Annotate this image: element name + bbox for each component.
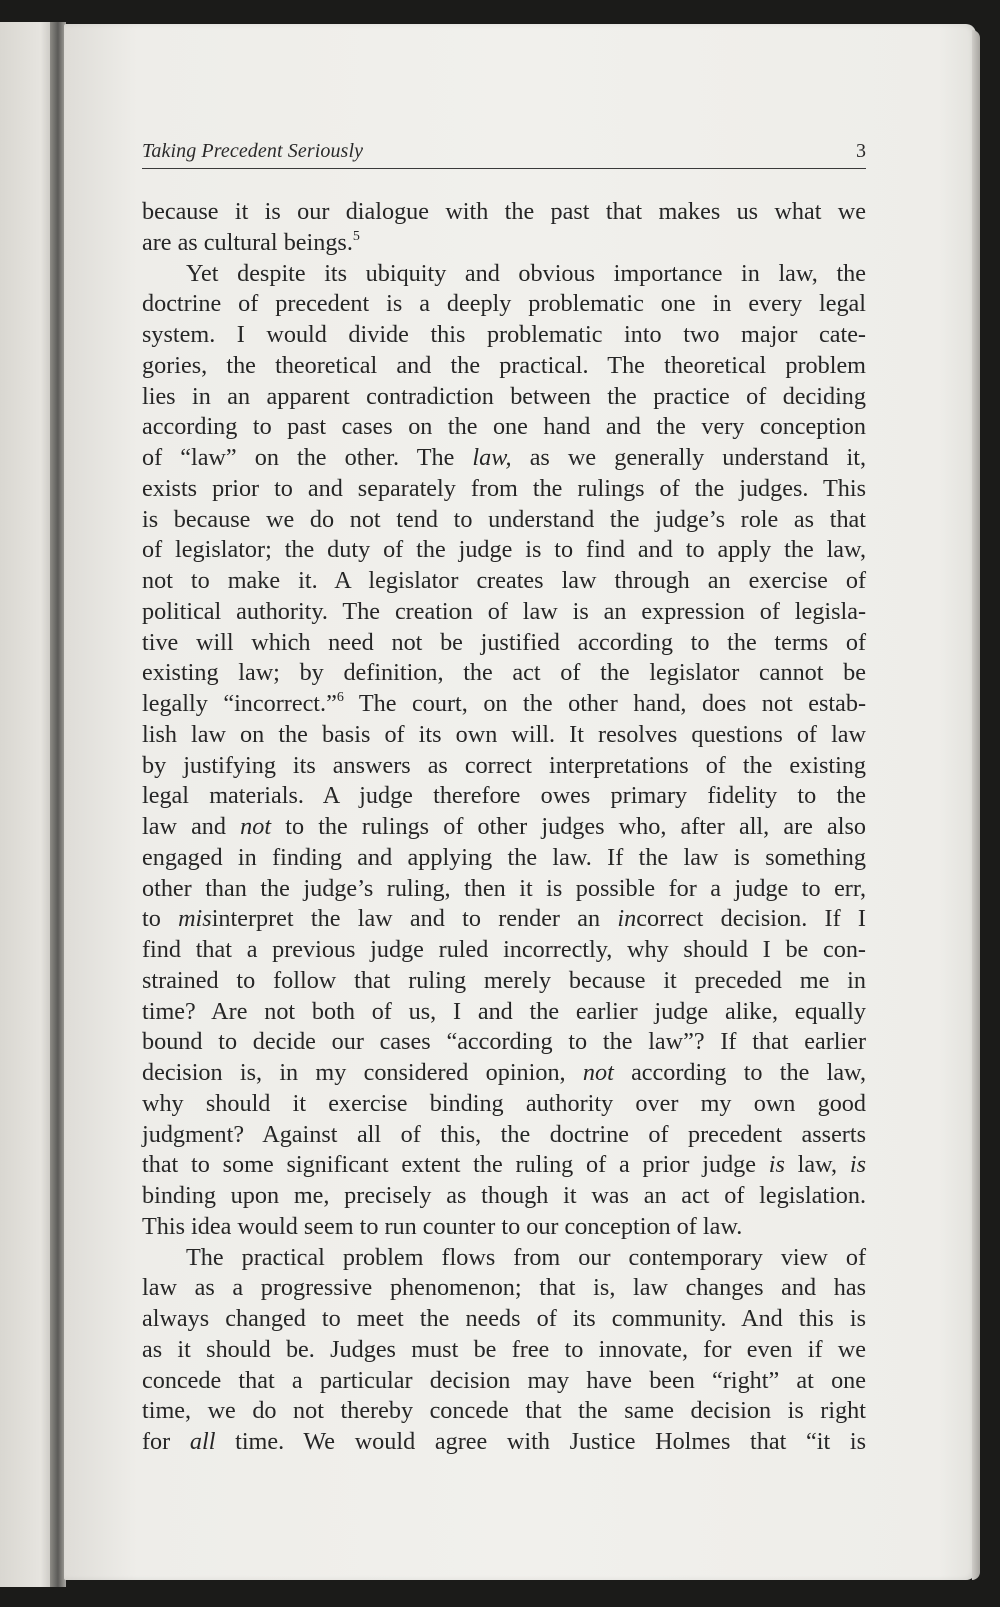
text-line <box>142 1427 866 1458</box>
text-segment: legally “incorrect.” <box>142 690 337 717</box>
emphasis: is <box>768 1151 785 1179</box>
emphasis: is <box>849 1151 866 1179</box>
text-segment: correct decision. If I <box>636 905 866 933</box>
running-head <box>142 138 866 169</box>
text-line: law as a progressive phenomenon; that is, law changes and has <box>142 1274 866 1302</box>
emphasis: not <box>240 813 272 840</box>
text-line: lish law on the basis of its own will. It resolves questions of law <box>142 720 866 748</box>
text-segment: decision is, in my considered opinion, <box>142 1059 583 1086</box>
text-line: not to make it. A legislator creates law through an exercise of <box>142 567 866 594</box>
text-line: bound to decide our cases “according to the law”? If that earlier <box>142 1028 866 1056</box>
text-segment: for <box>142 1428 190 1455</box>
text-segment: according to the law, <box>613 1059 867 1086</box>
text-line: legal materials. A judge therefore owes primary fidelity to the <box>142 782 866 810</box>
text-line: by justifying its answers as correct interpretations of the existing <box>142 751 866 779</box>
text-line: other than the judge’s ruling, then it is possible for a judge to err, <box>142 874 866 902</box>
body-text <box>142 197 866 1458</box>
text-line: gories, the theoretical and the practical. The theoretical problem <box>142 351 866 379</box>
text-segment: of “law” on the other. The <box>142 444 473 471</box>
text-line: system. I would divide this problematic into two major cate- <box>142 321 866 348</box>
text-line: because it is our dialogue with the past that makes us what we <box>142 198 866 225</box>
text-line: time, we do not thereby concede that the same decision is right <box>142 1397 866 1425</box>
page-stack-edge <box>972 30 980 1580</box>
text-segment: to the rulings of other judges who, after all, are also <box>271 813 866 840</box>
page-number: 3 <box>856 140 866 162</box>
text-line: time? Are not both of us, I and the earlier judge alike, equally <box>142 997 866 1025</box>
text-line: find that a previous judge ruled incorrectly, why should I be con- <box>142 936 866 963</box>
text-line <box>142 904 866 935</box>
text-line: exists prior to and separately from the rulings of the judges. This <box>142 474 866 502</box>
text-line: according to past cases on the one hand and the very conception <box>142 413 866 441</box>
text-segment: to <box>142 905 179 933</box>
text-line: The practical problem flows from our contemporary view of <box>186 1243 866 1271</box>
emphasis: all <box>189 1428 216 1455</box>
emphasis: in <box>617 905 637 933</box>
text-segment: interpret the law and to render an <box>211 905 618 933</box>
text-line: strained to follow that ruling merely because it preceded me in <box>142 966 866 994</box>
text-segment: law and <box>142 813 241 840</box>
footnote-marker: 6 <box>336 690 344 705</box>
text-segment: The court, on the other hand, does not estab- <box>343 690 866 717</box>
text-line: always changed to meet the needs of its community. And this is <box>142 1305 866 1332</box>
emphasis: mis <box>178 905 212 933</box>
text-line: Yet despite its ubiquity and obvious importance in law, the <box>186 259 866 287</box>
text-line <box>142 1058 866 1089</box>
text-line: why should it exercise binding authority over my own good <box>142 1089 866 1117</box>
running-title: Taking Precedent Seriously <box>142 140 364 162</box>
text-line: existing law; by definition, the act of the legislator cannot be <box>142 659 866 687</box>
text-segment: as we generally understand it, <box>511 444 867 471</box>
text-line: binding upon me, precisely as though it was an act of legislation. <box>142 1182 866 1209</box>
footnote-marker: 5 <box>352 228 360 244</box>
text-segment: that to some significant extent the ruling of a prior judge <box>142 1151 769 1179</box>
text-line: judgment? Against all of this, the doctrine of precedent asserts <box>142 1120 866 1148</box>
text-segment: law, <box>784 1151 850 1179</box>
text-line <box>142 1150 866 1181</box>
text-line: is because we do not tend to understand the judge’s role as that <box>142 505 866 533</box>
text-line: concede that a particular decision may have been “right” at one <box>142 1366 866 1394</box>
text-line <box>142 689 866 720</box>
emphasis: not <box>582 1059 614 1086</box>
text-line <box>142 228 866 259</box>
text-line: tive will which need not be justified according to the terms of <box>142 628 866 656</box>
emphasis: law, <box>472 444 512 471</box>
text-line <box>142 443 866 474</box>
text-line: engaged in finding and applying the law. If the law is something <box>142 843 866 871</box>
text-line: doctrine of precedent is a deeply problematic one in every legal <box>142 290 866 318</box>
text-line: lies in an apparent contradiction between the practice of deciding <box>142 382 866 410</box>
text-segment: time. We would agree with Justice Holmes that “it is <box>215 1428 866 1455</box>
text-line: of legislator; the duty of the judge is to find and to apply the law, <box>142 536 866 564</box>
text-line: political authority. The creation of law is an expression of legisla- <box>142 597 866 625</box>
text-line: This idea would seem to run counter to our conception of law. <box>142 1212 743 1240</box>
text-line: as it should be. Judges must be free to innovate, for even if we <box>142 1335 866 1363</box>
text-segment: are as cultural beings. <box>142 228 353 256</box>
text-line <box>142 812 866 843</box>
